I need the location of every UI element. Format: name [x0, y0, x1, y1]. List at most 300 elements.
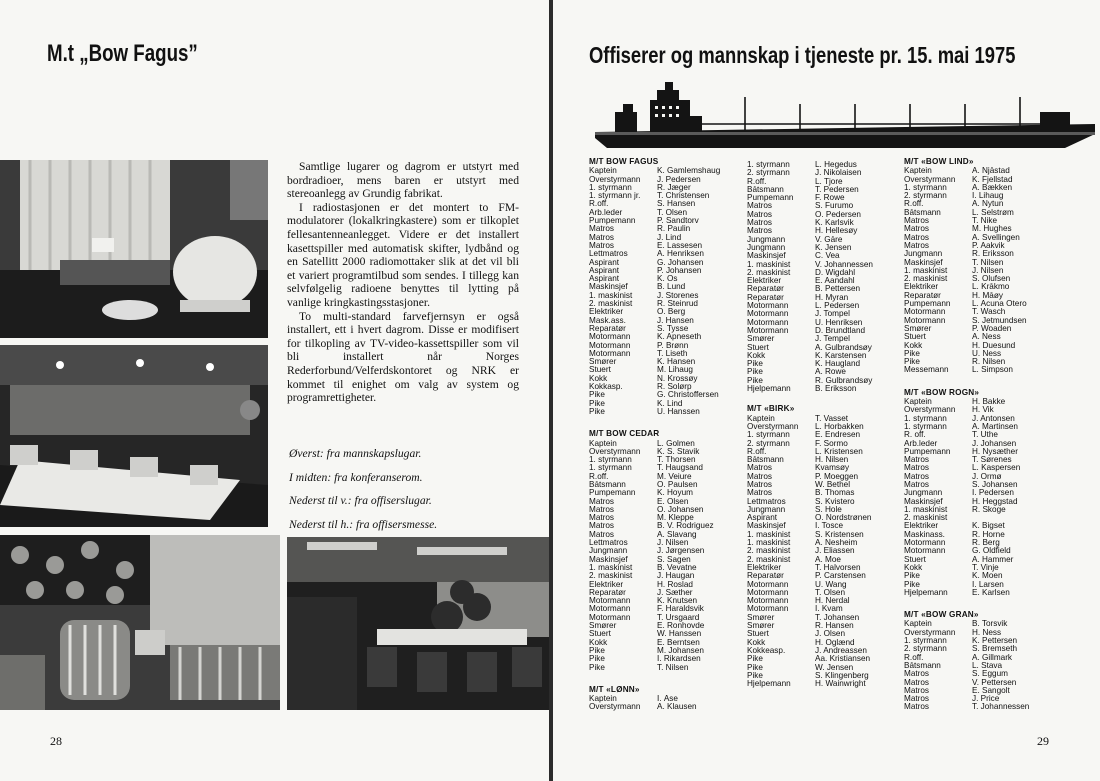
crew-rank: 1. maskinist	[589, 291, 633, 300]
conference-room-image	[0, 345, 268, 527]
crew-row	[747, 352, 902, 360]
crew-row	[904, 184, 1064, 192]
crew-rank: Pumpemann	[589, 217, 636, 226]
crew-row	[747, 531, 902, 539]
crew-rank: Pike	[747, 671, 763, 680]
crew-name: T. Olsen	[657, 208, 688, 217]
crew-name: T. Uthe	[972, 431, 998, 440]
crew-row	[904, 234, 1064, 242]
crew-name: J. Olsen	[815, 630, 846, 639]
crew-name: S. Hole	[815, 505, 842, 514]
crew-rank: Stuert	[904, 555, 926, 564]
crew-rank: Motormann	[904, 539, 946, 548]
crew-name: A. Gillmark	[972, 653, 1013, 662]
crew-rank: Pike	[747, 655, 763, 664]
crew-name: A. Hammer	[972, 555, 1014, 564]
crew-row	[747, 572, 902, 580]
vessel-heading: M/T BOW CEDAR	[589, 429, 660, 439]
crew-row	[589, 200, 744, 208]
photo-crew-cabin	[0, 160, 268, 338]
crew-row	[747, 236, 902, 244]
crew-row	[747, 481, 902, 489]
crew-rank: Pumpemann	[904, 300, 951, 309]
crew-rank: 2. maskinist	[589, 572, 633, 581]
crew-name: A. Svellingen	[972, 233, 1020, 242]
crew-rank: Matros	[747, 480, 773, 489]
crew-row	[747, 285, 902, 293]
crew-row	[589, 317, 744, 325]
crew-row	[589, 572, 744, 580]
crew-row	[747, 639, 902, 647]
crew-name: J. Nilsen	[972, 266, 1004, 275]
crew-rank: Maskinsjef	[904, 497, 943, 506]
crew-row	[747, 368, 902, 376]
crew-name: B. Lund	[657, 283, 686, 292]
crew-rank: 1. styrmann	[747, 161, 790, 169]
crew-row	[747, 522, 902, 530]
crew-name: M. Hughes	[972, 225, 1012, 234]
crew-name: B. Eriksson	[815, 385, 857, 394]
crew-rank: Motormann	[747, 310, 789, 319]
crew-row	[589, 375, 744, 383]
crew-rank: 1. maskinist	[904, 505, 948, 514]
crew-row	[589, 695, 744, 703]
crew-name: T. Nilsen	[972, 258, 1004, 267]
crew-name: K. Moen	[972, 572, 1003, 581]
crew-name: H. Bakke	[972, 398, 1006, 407]
crew-rank: Maskinsjef	[747, 522, 786, 531]
crew-rank: Maskinsjef	[589, 283, 628, 292]
crew-name: I. Pedersen	[972, 489, 1014, 498]
crew-name: K. Hansen	[657, 358, 696, 367]
crew-rank: Overstyrmann	[747, 422, 799, 431]
crew-rank: Pike	[747, 368, 763, 377]
crew-name: S. Bremseth	[972, 645, 1018, 654]
crew-rank: Elektriker	[747, 277, 782, 286]
crew-row	[589, 647, 744, 655]
crew-row	[904, 242, 1064, 250]
crew-name: G. Christoffersen	[657, 391, 719, 400]
crew-row	[904, 448, 1064, 456]
crew-row	[747, 211, 902, 219]
crew-list-block	[747, 161, 902, 393]
crew-row	[747, 473, 902, 481]
crew-name: S. Tysse	[657, 324, 689, 333]
crew-rank: Matros	[904, 703, 930, 712]
crew-row	[747, 310, 902, 318]
crew-rank: Kaptein	[904, 398, 932, 407]
crew-row	[589, 489, 744, 497]
crew-name: T. Pedersen	[815, 185, 859, 194]
crew-rank: Reparatør	[747, 572, 784, 581]
crew-row	[904, 342, 1064, 350]
crew-name: S. Eggum	[972, 670, 1008, 679]
crew-row	[904, 358, 1064, 366]
crew-row	[904, 547, 1064, 555]
crew-name: J. Nikolaisen	[815, 169, 862, 178]
crew-name: J. Storenes	[657, 291, 699, 300]
crew-name: E. Berntsen	[657, 638, 700, 647]
crew-row	[747, 227, 902, 235]
crew-row	[589, 283, 744, 291]
crew-rank: Jungmann	[904, 250, 943, 259]
crew-rank: 1. maskinist	[589, 563, 633, 572]
crew-rank: Pike	[589, 646, 605, 655]
crew-name: J. Andreassen	[815, 646, 867, 655]
crew-rank: Arb.leder	[589, 208, 623, 217]
crew-rank: Smører	[589, 622, 617, 631]
article-paragraph: To multi-standard farvefjernsyn er også installert, ett i hvert dagrom. Disse er modifisert for tilkopling av TV-video-kassettspiller som vil bli installert når Norges Rederforbund/Velferdskontoret og NRK er kommet til enighet om valg av system og programrettigheter.	[287, 309, 519, 405]
crew-rank: 2. maskinist	[904, 514, 948, 523]
crew-row	[904, 654, 1064, 662]
crew-rank: Motormann	[589, 349, 631, 358]
crew-row	[589, 614, 744, 622]
crew-row	[589, 473, 744, 481]
crew-row	[747, 344, 902, 352]
crew-rank: Matros	[904, 225, 930, 234]
crew-rank: Maskinsjef	[589, 555, 628, 564]
crew-row	[747, 302, 902, 310]
crew-rank: 2. maskinist	[747, 555, 791, 564]
crew-rank: Kokk	[904, 563, 923, 572]
crew-name: I. Lihaug	[972, 192, 1004, 201]
crew-rank: Matros	[589, 530, 615, 539]
crew-rank: Jungmann	[589, 547, 628, 556]
crew-name: L. Kaspersen	[972, 464, 1021, 473]
crew-row	[747, 335, 902, 343]
crew-name: H. Myran	[815, 293, 849, 302]
crew-row	[747, 664, 902, 672]
crew-rank: 2. maskinist	[589, 300, 633, 309]
crew-name: P. Johansen	[657, 266, 702, 275]
crew-name: R. Berg	[972, 539, 1000, 548]
crew-row	[904, 440, 1064, 448]
crew-rank: Matros	[904, 670, 930, 679]
crew-name: W. Bethel	[815, 480, 851, 489]
crew-row	[747, 506, 902, 514]
crew-row	[904, 531, 1064, 539]
crew-name: G. Johansen	[657, 258, 704, 267]
vessel-heading: M/T «BOW LIND»	[904, 157, 974, 166]
crew-rank: Motormann	[747, 588, 789, 597]
crew-row	[904, 209, 1064, 217]
crew-name: H. Vik	[972, 406, 994, 415]
crew-row	[589, 408, 744, 416]
crew-rank: Kaptein	[747, 414, 775, 423]
crew-name: J. Jørgensen	[657, 547, 705, 556]
crew-rank: R.off.	[747, 447, 767, 456]
crew-name: T. Johannessen	[972, 703, 1030, 712]
crew-row	[747, 360, 902, 368]
crew-name: E. Karlsen	[972, 588, 1010, 597]
crew-name: J. Nilsen	[657, 539, 689, 548]
crew-name: J. Tompel	[815, 310, 850, 319]
crew-row	[589, 531, 744, 539]
crew-rank: Pike	[589, 399, 605, 408]
crew-name: I. Kvam	[815, 605, 843, 614]
crew-row	[747, 178, 902, 186]
crew-name: K. Haugland	[815, 360, 861, 369]
crew-row	[904, 431, 1064, 439]
crew-row	[589, 292, 744, 300]
crew-name: U. Hanssen	[657, 407, 700, 416]
crew-name: T. Johansen	[815, 613, 860, 622]
crew-rank: 1. maskinist	[747, 530, 791, 539]
crew-name: E. Sangolt	[972, 686, 1010, 695]
crew-name: J. Tempel	[815, 335, 850, 344]
crew-name: H. Ness	[972, 628, 1002, 637]
crew-name: P. Sandtorv	[657, 217, 699, 226]
crew-name: H. Wainwright	[815, 680, 866, 689]
crew-row	[904, 670, 1064, 678]
crew-rank: Reparatør	[904, 291, 941, 300]
crew-row	[904, 325, 1064, 333]
crew-rank: 1. styrmann	[589, 464, 632, 473]
crew-rank: Overstyrmann	[589, 447, 641, 456]
crew-name: T. Wasch	[972, 308, 1006, 317]
crew-name: T. Sørenes	[972, 456, 1012, 465]
crew-list-block	[904, 611, 1064, 712]
crew-rank: Stuert	[904, 333, 926, 342]
crew-rank: Motormann	[904, 316, 946, 325]
crew-name: T. Nike	[972, 217, 998, 226]
crew-name: A. Slavang	[657, 530, 697, 539]
crew-rank: Elektriker	[589, 580, 624, 589]
crew-name: Kvamsøy	[815, 464, 850, 473]
crew-name: E. Olsen	[657, 497, 689, 506]
crew-rank: Aspirant	[589, 266, 620, 275]
crew-rank: Stuert	[589, 366, 611, 375]
crew-row	[747, 448, 902, 456]
crew-list-block	[589, 686, 744, 712]
crew-rank: Kaptein	[589, 695, 617, 704]
crew-name: J. Price	[972, 695, 1000, 704]
crew-row	[589, 622, 744, 630]
crew-rank: Smører	[747, 613, 775, 622]
crew-rank: Kokk	[904, 341, 923, 350]
crew-row	[747, 377, 902, 385]
crew-rank: Båtsmann	[589, 480, 626, 489]
crew-name: A. Nytun	[972, 200, 1004, 209]
article-paragraph: Samtlige lugarer og dagrom er utstyrt med bordradioer, mens baren er utstyrt med stereoanlegg av Grundig fabrikat.	[287, 160, 519, 201]
vessel-heading: M/T «LØNN»	[589, 684, 640, 694]
caption-top: Øverst: fra mannskapslugar.	[289, 447, 422, 460]
crew-rank: Pike	[904, 358, 920, 367]
crew-row	[589, 300, 744, 308]
crew-row	[904, 317, 1064, 325]
crew-name	[972, 514, 1064, 522]
crew-row	[747, 423, 902, 431]
crew-row	[589, 539, 744, 547]
crew-rank: Lettmatros	[747, 497, 786, 506]
crew-row	[589, 703, 744, 711]
crew-rank: Motormann	[904, 547, 946, 556]
crew-row	[589, 391, 744, 399]
crew-rank: Mask.ass.	[589, 316, 626, 325]
crew-row	[747, 169, 902, 177]
vessel-heading: M/T «BOW ROGN»	[904, 387, 980, 397]
crew-rank: R.off.	[904, 653, 924, 662]
crew-rank: Motormann	[747, 326, 789, 335]
crew-rank: Pike	[904, 349, 920, 358]
caption-middle: I midten: fra konferanserom.	[289, 470, 423, 484]
crew-name: F. Sormo	[815, 439, 848, 448]
crew-row	[904, 415, 1064, 423]
crew-rank: Overstyrmann	[589, 175, 641, 184]
crew-row	[589, 664, 744, 672]
crew-rank: Reparatør	[589, 588, 626, 597]
crew-rank: Matros	[904, 456, 930, 465]
crew-rank: Reparatør	[747, 285, 784, 294]
vessel-heading: M/T BOW FAGUS	[589, 157, 659, 166]
crew-name: H. Duesund	[972, 341, 1016, 350]
crew-name: S. Sagen	[657, 555, 691, 564]
crew-name: S. Klingenberg	[815, 671, 869, 680]
crew-row	[904, 456, 1064, 464]
crew-row	[747, 581, 902, 589]
crew-row	[589, 325, 744, 333]
left-page-title: M.t „Bow Fagus”	[47, 40, 198, 67]
crew-row	[589, 498, 744, 506]
crew-name: L. Tjore	[815, 177, 843, 186]
crew-rank: Matros	[904, 480, 930, 489]
page-number-left: 28	[50, 734, 62, 748]
crew-name: E. Lassesen	[657, 241, 703, 250]
crew-name: J. Hansen	[657, 316, 694, 325]
crew-name: P. Moeggen	[815, 472, 859, 481]
crew-row	[747, 456, 902, 464]
crew-row	[747, 655, 902, 663]
crew-rank: Kaptein	[589, 167, 617, 176]
crew-rank: Matros	[589, 514, 615, 523]
crew-rank: Matros	[747, 202, 773, 211]
crew-name: S. Olufsen	[972, 275, 1011, 284]
crew-list-block	[747, 405, 902, 688]
crew-rank: Kokk	[589, 374, 608, 383]
crew-rank: Pike	[589, 655, 605, 664]
crew-name: H. Nilsen	[815, 456, 849, 465]
crew-name: O. Paulsen	[657, 480, 698, 489]
crew-name: L. Pedersen	[815, 302, 860, 311]
crew-name: L. Golmen	[657, 439, 695, 448]
crew-name: B. Thomas	[815, 489, 855, 498]
crew-row	[747, 269, 902, 277]
crew-row	[589, 440, 744, 448]
crew-rank: Elektriker	[904, 522, 939, 531]
crew-row	[589, 448, 744, 456]
crew-row	[904, 589, 1064, 597]
crew-rank: R.off.	[589, 472, 609, 481]
crew-rank: Motormann	[747, 580, 789, 589]
crew-name: J. Haugan	[657, 572, 695, 581]
crew-row	[904, 679, 1064, 687]
crew-rank: Matros	[747, 210, 773, 219]
crew-row	[904, 489, 1064, 497]
crew-name: R. Nilsen	[972, 358, 1006, 367]
crew-rank: Kokk	[747, 351, 766, 360]
crew-rank: Pike	[747, 376, 763, 385]
crew-row	[589, 481, 744, 489]
crew-rank: 2. styrmann	[747, 439, 790, 448]
crew-rank: Båtsmann	[747, 185, 784, 194]
crew-rank: Jungmann	[747, 243, 786, 252]
crew-row	[747, 556, 902, 564]
crew-rank: Matros	[904, 678, 930, 687]
crew-row	[589, 581, 744, 589]
crew-name: R. Eriksson	[972, 250, 1014, 259]
crew-row	[589, 589, 744, 597]
crew-rank: 1. styrmann	[904, 637, 947, 646]
crew-row	[904, 695, 1064, 703]
crew-row	[747, 219, 902, 227]
crew-row	[747, 252, 902, 260]
crew-rank: Matros	[904, 241, 930, 250]
crew-rank: Motormann	[589, 605, 631, 614]
crew-name: S. Hansen	[657, 200, 696, 209]
crew-row	[904, 703, 1064, 711]
crew-name: K. Hoyum	[657, 489, 693, 498]
crew-name: J. Lind	[657, 233, 682, 242]
crew-rank: Maskinass.	[904, 530, 945, 539]
crew-rank: 1. styrmann	[747, 431, 790, 440]
crew-name: T. Nilsen	[657, 663, 689, 672]
crew-name: L. Simpson	[972, 366, 1013, 375]
crew-name: J. Pedersen	[657, 175, 701, 184]
crew-rank: Stuert	[747, 343, 769, 352]
crew-row	[904, 259, 1064, 267]
crew-cabin-image	[0, 160, 268, 338]
crew-row	[904, 217, 1064, 225]
crew-row	[904, 687, 1064, 695]
crew-row	[747, 672, 902, 680]
crew-rank: Overstyrmann	[904, 175, 956, 184]
crew-row	[904, 275, 1064, 283]
crew-rank: Elektriker	[589, 308, 624, 317]
crew-rank: Matros	[589, 225, 615, 234]
crew-row	[904, 200, 1064, 208]
crew-rank: Elektriker	[747, 563, 782, 572]
crew-row	[747, 277, 902, 285]
crew-row	[747, 489, 902, 497]
crew-name: K. Jensen	[815, 243, 852, 252]
crew-rank: 1. styrmann jr.	[589, 192, 641, 201]
right-page	[553, 0, 1100, 781]
crew-rank: Hjelpemann	[747, 385, 791, 394]
crew-name: R. Paulin	[657, 225, 691, 234]
crew-name: A. Henriksen	[657, 250, 704, 259]
crew-name: H. Oglænd	[815, 638, 855, 647]
crew-rank: Båtsmann	[904, 661, 941, 670]
crew-row	[589, 464, 744, 472]
crew-column-1	[589, 158, 744, 726]
crew-name: R. Skoge	[972, 505, 1006, 514]
crew-row	[747, 194, 902, 202]
crew-rank: Matros	[904, 686, 930, 695]
crew-name: R. Jæger	[657, 183, 691, 192]
crew-rank: Matros	[904, 695, 930, 704]
crew-name: B. V. Rodriguez	[657, 522, 714, 531]
officer-mess-image	[287, 537, 549, 710]
crew-row	[589, 366, 744, 374]
crew-rank: Aspirant	[747, 514, 778, 523]
crew-name: R. Steinrud	[657, 300, 698, 309]
crew-row	[589, 639, 744, 647]
crew-rank: Båtsmann	[747, 456, 784, 465]
crew-name: J. Ormø	[972, 472, 1002, 481]
crew-rank: Motormann	[747, 597, 789, 606]
crew-row	[904, 572, 1064, 580]
crew-name: K. S. Stavik	[657, 447, 700, 456]
